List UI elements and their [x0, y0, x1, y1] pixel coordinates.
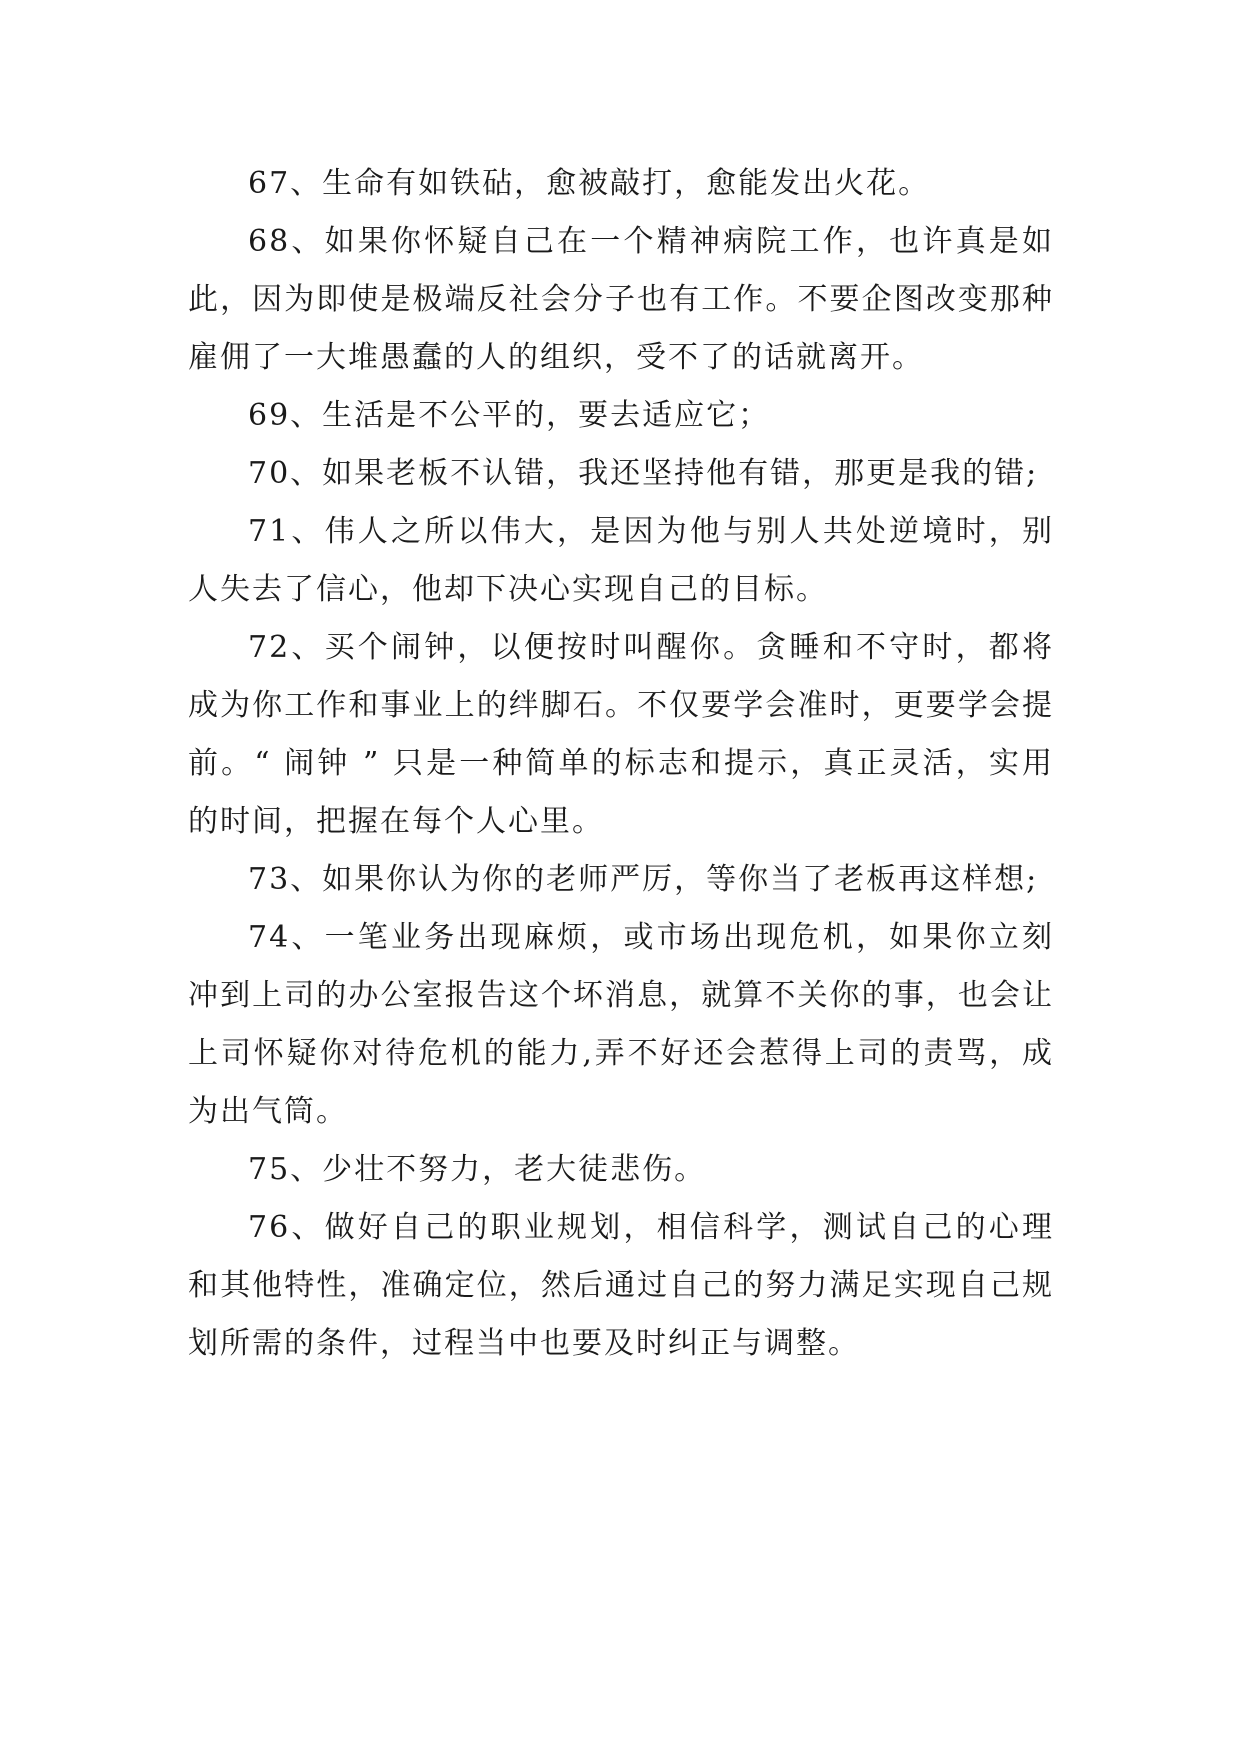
- paragraph-69: 69、生活是不公平的，要去适应它；: [248, 398, 771, 433]
- paragraph-72: 72、买个闹钟，以便按时叫醒你。贪睡和不守时，都将成为你工作和事业上的绊脚石。不仅要学会准时，更要学会提前。“ 闹钟 ” 只是一种简单的标志和提示，真正灵活，实用的时间，把握在每个人心里。: [188, 630, 1054, 839]
- paragraph-74: 74、一笔业务出现麻烦，或市场出现危机，如果你立刻冲到上司的办公室报告这个坏消息，就算不关你的事，也会让上司怀疑你对待危机的能力,弄不好还会惹得上司的责骂，成为出气筒。: [188, 920, 1054, 1129]
- paragraph-71: 71、伟人之所以伟大，是因为他与别人共处逆境时，别人失去了信心，他却下决心实现自己的目标。: [188, 514, 1054, 607]
- paragraph-73: 73、如果你认为你的老师严厉，等你当了老板再这样想;: [248, 862, 1039, 897]
- paragraph-70: 70、如果老板不认错，我还坚持他有错，那更是我的错;: [248, 456, 1039, 491]
- paragraph-76: 76、做好自己的职业规划，相信科学，测试自己的心理和其他特性，准确定位，然后通过自己的努力满足实现自己规划所需的条件，过程当中也要及时纠正与调整。: [188, 1210, 1054, 1361]
- paragraph-67: 67、生命有如铁砧，愈被敲打，愈能发出火花。: [248, 166, 931, 201]
- paragraph-68: 68、如果你怀疑自己在一个精神病院工作，也许真是如此，因为即使是极端反社会分子也有工作。不要企图改变那种雇佣了一大堆愚蠢的人的组织，受不了的话就离开。: [188, 224, 1054, 375]
- paragraph-75: 75、少壮不努力，老大徒悲伤。: [248, 1152, 707, 1187]
- document-body: [188, 155, 1054, 1373]
